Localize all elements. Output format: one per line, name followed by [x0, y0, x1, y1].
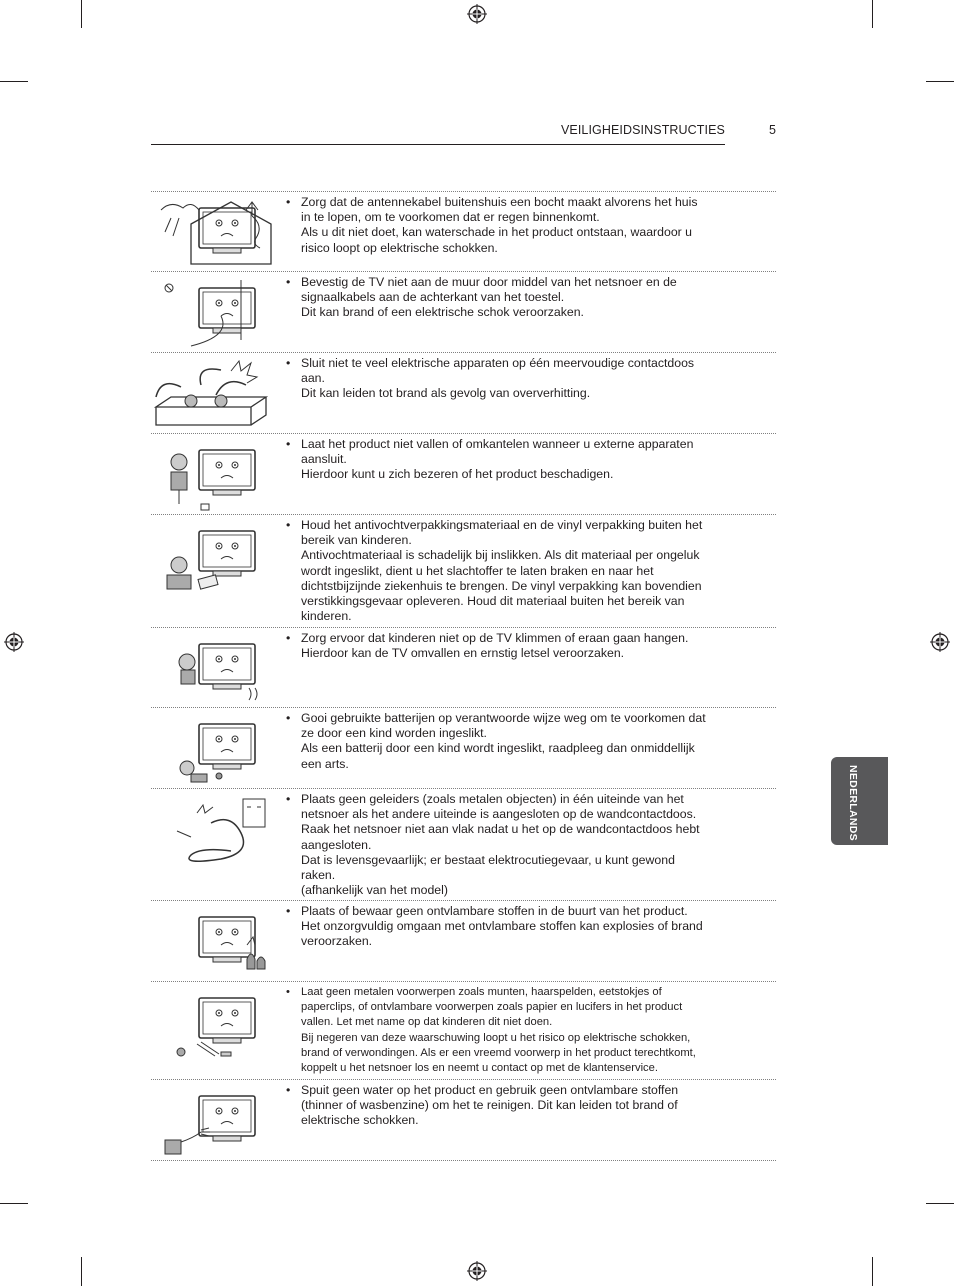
- safety-item-line: aansluit.: [301, 452, 347, 467]
- safety-item-line: Laat het product niet vallen of omkantelen wanneer u externe apparaten: [301, 437, 694, 451]
- crop-mark: [0, 81, 28, 82]
- safety-item-line: raken.: [301, 868, 336, 883]
- safety-item-line: Laat geen metalen voorwerpen zoals munten, haarspelden, eetstokjes of: [301, 986, 662, 998]
- safety-item: [151, 271, 776, 352]
- safety-item-line: signaalkabels aan de achterkant van het toestel.: [301, 290, 565, 305]
- safety-item: [151, 627, 776, 707]
- safety-item-line: Bevestig de TV niet aan de muur door middel van het netsnoer en de: [301, 275, 677, 289]
- safety-item-text: [286, 518, 761, 624]
- safety-item-line: Hierdoor kan de TV omvallen en ernstig letsel veroorzaken.: [301, 646, 625, 661]
- safety-item-text: [286, 985, 761, 1076]
- tv-water-spray-icon: [151, 1084, 276, 1158]
- bullet-icon: •: [286, 631, 291, 645]
- safety-item-text: [286, 356, 761, 402]
- safety-item-text: [286, 904, 761, 950]
- bullet-icon: •: [286, 195, 291, 209]
- safety-item-line: Houd het antivochtverpakkingsmateriaal en de vinyl verpakking buiten het: [301, 518, 703, 532]
- safety-item-line: Antivochtmateriaal is schadelijk bij inslikken. Als dit materiaal per ongeluk: [301, 548, 700, 563]
- safety-item-line: Raak het netsnoer niet aan vlak nadat u het op de wandcontactdoos hebt: [301, 822, 700, 837]
- crop-mark: [872, 1257, 873, 1286]
- crop-mark: [926, 1203, 954, 1204]
- page-number: 5: [769, 123, 776, 137]
- bullet-icon: •: [286, 711, 291, 725]
- bullet-icon: •: [286, 904, 291, 918]
- registration-mark-icon: [4, 632, 24, 652]
- registration-mark-icon: [930, 632, 950, 652]
- power-cord-conductor-icon: [151, 793, 276, 867]
- bullet-icon: •: [286, 986, 290, 998]
- safety-item-text: [286, 437, 761, 483]
- tv-cable-wall-icon: [151, 276, 276, 350]
- crop-mark: [0, 1203, 28, 1204]
- bullet-icon: •: [286, 1083, 291, 1097]
- safety-item: [151, 191, 776, 271]
- safety-item-line: paperclips, of ontvlambare voorwerpen zoals papier en lucifers in het product: [301, 1001, 683, 1014]
- safety-item-line: Gooi gebruikte batterijen op verantwoorde wijze weg om te voorkomen dat: [301, 711, 706, 725]
- safety-item: [151, 352, 776, 433]
- safety-item-line: aan.: [301, 371, 325, 386]
- safety-item-line: Als een batterij door een kind wordt ingeslikt, raadpleeg dan onmiddellijk: [301, 741, 695, 756]
- safety-item: [151, 900, 776, 981]
- safety-item-line: een arts.: [301, 756, 349, 771]
- safety-item: [151, 514, 776, 627]
- safety-item-line: Spuit geen water op het product en gebruik geen ontvlambare stoffen: [301, 1083, 679, 1097]
- safety-item-line: Hierdoor kunt u zich bezeren of het product beschadigen.: [301, 467, 614, 482]
- crop-mark: [872, 0, 873, 28]
- safety-item-line: elektrische schokken.: [301, 1113, 419, 1128]
- safety-item-line: (afhankelijk van het model): [301, 883, 448, 898]
- safety-item-line: dichtstbijzijnde ziekenhuis te brengen. De vinyl verpakking kan bovendien: [301, 578, 702, 593]
- tv-climbing-child-icon: [151, 632, 276, 706]
- bullet-icon: •: [286, 792, 291, 806]
- bullet-icon: •: [286, 437, 291, 451]
- safety-item-line: wordt ingeslikt, dient u het slachtoffer te laten braken en naar het: [301, 563, 654, 578]
- tv-packaging-child-icon: [151, 519, 276, 593]
- safety-item-line: Plaats geen geleiders (zoals metalen objecten) in één uiteinde van het: [301, 792, 684, 806]
- tv-metal-objects-icon: [151, 986, 276, 1060]
- tv-flammable-icon: [151, 905, 276, 979]
- language-tab: [831, 757, 888, 845]
- registration-mark-icon: [467, 1261, 487, 1281]
- safety-item-line: vallen. Let met name op dat kinderen dit niet doen.: [301, 1016, 553, 1029]
- safety-item-text: [286, 631, 761, 661]
- safety-item-line: Sluit niet te veel elektrische apparaten op één meervoudige contactdoos: [301, 356, 695, 370]
- safety-item: [151, 707, 776, 788]
- safety-item-line: ze door een kind worden ingeslikt.: [301, 726, 487, 741]
- safety-item: [151, 433, 776, 514]
- safety-item-line: Zorg ervoor dat kinderen niet op de TV klimmen of eraan gaan hangen.: [301, 631, 689, 645]
- safety-item-line: in te lopen, om te voorkomen dat er regen binnenkomt.: [301, 210, 600, 225]
- bullet-icon: •: [286, 356, 291, 370]
- tv-battery-child-icon: [151, 712, 276, 786]
- safety-item-line: Dit kan leiden tot brand als gevolg van oververhitting.: [301, 386, 591, 401]
- safety-item-line: brand of verwondingen. Als er een vreemd voorwerp in het product terechtkomt,: [301, 1046, 696, 1059]
- safety-item: [151, 788, 776, 900]
- safety-item-text: [286, 275, 761, 321]
- tv-antenna-house-icon: [151, 196, 276, 270]
- safety-item: [151, 981, 776, 1079]
- safety-item-line: koppelt u het netsnoer los en neemt u contact op met de klantenservice.: [301, 1062, 658, 1075]
- safety-item-line: netsnoer als het andere uiteinde is aangesloten op de wandcontactdoos.: [301, 807, 697, 822]
- safety-item-line: bereik van kinderen.: [301, 533, 412, 548]
- safety-item-text: [286, 195, 761, 256]
- safety-item-text: [286, 1083, 761, 1129]
- power-strip-overload-icon: [151, 357, 276, 431]
- bullet-icon: •: [286, 275, 291, 289]
- section-title: VEILIGHEIDSINSTRUCTIES: [560, 123, 725, 137]
- safety-item-line: Zorg dat de antennekabel buitenshuis een bocht maakt alvorens het huis: [301, 195, 698, 209]
- safety-item-line: veroorzaken.: [301, 934, 373, 949]
- safety-item-line: Dit kan brand of een elektrische schok veroorzaken.: [301, 305, 584, 320]
- safety-item: [151, 1079, 776, 1161]
- safety-item-text: [286, 711, 761, 772]
- safety-item-line: risico loopt op elektrische schokken.: [301, 240, 498, 255]
- safety-item-line: kinderen.: [301, 609, 352, 624]
- tv-tipping-child-icon: [151, 438, 276, 512]
- safety-item-line: Bij negeren van deze waarschuwing loopt u het risico op elektrische schokken,: [301, 1031, 691, 1044]
- crop-mark: [81, 0, 82, 28]
- safety-item-line: (thinner of wasbenzine) om het te reinigen. Dit kan leiden tot brand of: [301, 1098, 678, 1113]
- safety-item-line: Plaats of bewaar geen ontvlambare stoffen in de buurt van het product.: [301, 904, 688, 918]
- safety-item-line: Dat is levensgevaarlijk; er bestaat elektrocutiegevaar, u kunt gewond: [301, 852, 675, 867]
- safety-item-line: verstikkingsgevaar opleveren. Houd dit materiaal buiten het bereik van: [301, 594, 685, 609]
- crop-mark: [81, 1257, 82, 1286]
- header-rule: [151, 144, 725, 145]
- language-tab-label: NEDERLANDS: [847, 765, 859, 841]
- safety-item-text: [286, 792, 761, 898]
- safety-item-line: Als u dit niet doet, kan waterschade in het product ontstaan, waardoor u: [301, 225, 693, 240]
- bullet-icon: •: [286, 518, 291, 532]
- registration-mark-icon: [467, 4, 487, 24]
- crop-mark: [926, 81, 954, 82]
- safety-item-line: aangesloten.: [301, 837, 372, 852]
- safety-item-line: Het onzorgvuldig omgaan met ontvlambare stoffen kan explosies of brand: [301, 919, 703, 934]
